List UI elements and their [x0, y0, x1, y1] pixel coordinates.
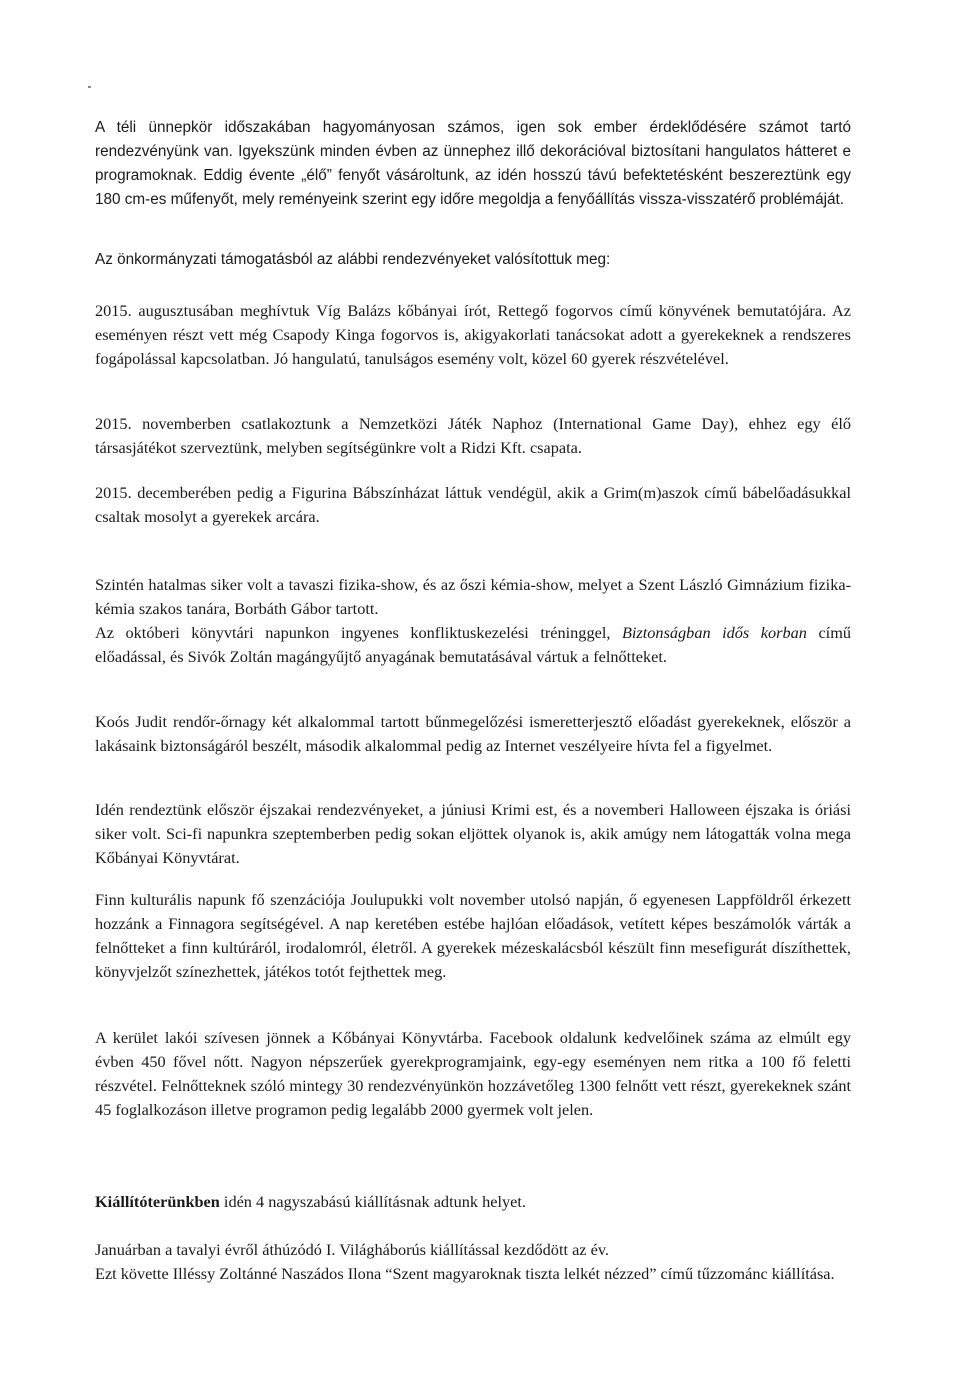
- paragraph-december-puppet-show: 2015. decemberében pedig a Figurina Bábszínházat láttuk vendégül, akik a Grim(m)aszok című bábelőadásukkal csaltak mosolyt a gyerekek arcára.: [95, 483, 851, 526]
- paragraph-exhibitions: [95, 1190, 851, 1214]
- paragraph-august-event: 2015. augusztusában meghívtuk Víg Balázs kőbányai írót, Rettegő fogorvos című könyvének bemutatójára. Az eseményen részt vett még Csapody Kinga fogorvos is, akigyakorlati tanácsokat adott a gyerekeknek a rendszeres fogápolással kapcsolatban. Jó hangulatú, tanulságos esemény volt, közel 60 gyerek részvételével.: [95, 301, 851, 368]
- paragraph-funding-intro: Az önkormányzati támogatásból az alábbi rendezvényeket valósítottuk meg:: [95, 251, 611, 268]
- paragraph-police-lectures: Koós Judit rendőr-őrnagy két alkalommal tartott bűnmegelőzési ismeretterjesztő előadást gyerekeknek, először a lakásaink biztonságáról beszélt, második alkalommal pedig az Internet veszélyeire hívta fel a figyelmet.: [95, 712, 851, 755]
- scan-speck: [88, 86, 91, 88]
- paragraph-library-day: [95, 621, 851, 669]
- paragraph-finnish-day: Finn kulturális napunk fő szenzációja Joulupukki volt november utolsó napján, ő egyenesen Lappföldről érkezett hozzánk a Finnagora segítségével. A nap keretében estébe hajlóan előadások, vetített képes beszámolók várták a felnőtteket a finn kultúráról, irodalomról, életről. A gyerekek mézeskalácsból készült finn mesefigurát díszíthettek, könyvjelzőt színezhettek, játékos totót fejthettek meg.: [95, 890, 851, 981]
- exhibition-january: Januárban a tavalyi évről áthúzódó I. Világháborús kiállítással kezdődött az év.: [95, 1240, 609, 1259]
- exhibition-enamel: Ezt követte Illéssy Zoltánné Naszádos Ilona “Szent magyaroknak tiszta lelkét nézzed” című tűzzománc kiállítása.: [95, 1264, 835, 1283]
- paragraph-exhibition-list: [95, 1238, 851, 1286]
- paragraph-night-events: Idén rendeztünk először éjszakai rendezvényeket, a júniusi Krimi est, és a novemberi Halloween éjszaka is óriási siker volt. Sci-fi napunkra szeptemberben pedig sokan eljöttek olyanok is, akik amúgy nem látogatták volna mega Kőbányai Könyvtárat.: [95, 800, 851, 867]
- exhibition-hall-text: idén 4 nagyszabású kiállításnak adtunk helyet.: [219, 1192, 526, 1211]
- exhibition-hall-heading: Kiállítóterünkben: [95, 1192, 220, 1211]
- paragraph-november-game-day: 2015. novemberben csatlakoztunk a Nemzetközi Játék Naphoz (International Game Day), ehhez egy élő társasjátékot szerveztünk, melyben segítségünkre volt a Ridzi Kft. csapata.: [95, 414, 851, 457]
- paragraph-winter-decoration: A téli ünnepkör időszakában hagyományosan számos, igen sok ember érdeklődésére számot tartó rendezvényünk van. Igyekszünk minden évben az ünnephez illő dekorációval biztosítani hangulatos hátteret e programoknak. Eddig évente „élő” fenyőt vásároltunk, az idén hosszú távú befektetésként beszereztünk egy 180 cm-es műfenyőt, mely reményeink szerint egy időre megoldja a fenyőállítás vissza-visszatérő problémáját.: [95, 119, 851, 208]
- library-day-text-end: című előadással, és Sivók Zoltán magángyűjtő anyagának bemutatásával vártuk a felnőtteket.: [95, 623, 852, 666]
- paragraph-statistics: A kerület lakói szívesen jönnek a Kőbányai Könyvtárba. Facebook oldalunk kedvelőinek száma az elmúlt egy évben 450 fővel nőtt. Nagyon népszerűek gyerekprogramjaink, egy-egy eseményen nem ritka a 100 fő feletti részvétel. Felnőtteknek szóló mintegy 30 rendezvényünkön hozzávetőleg 1300 felnőtt vett részt, gyerekeknek szánt 45 foglalkozáson illetve programon pedig legalább 2000 gyermek volt jelen.: [95, 1028, 851, 1119]
- paragraph-science-shows: Szintén hatalmas siker volt a tavaszi fizika-show, és az őszi kémia-show, melyet a Szent László Gimnázium fizika-kémia szakos tanára, Borbáth Gábor tartott.: [95, 575, 851, 618]
- library-day-text-start: Az októberi könyvtári napunkon ingyenes konfliktuskezelési tréninggel,: [95, 623, 622, 642]
- lecture-title: Biztonságban idős korban: [621, 623, 807, 642]
